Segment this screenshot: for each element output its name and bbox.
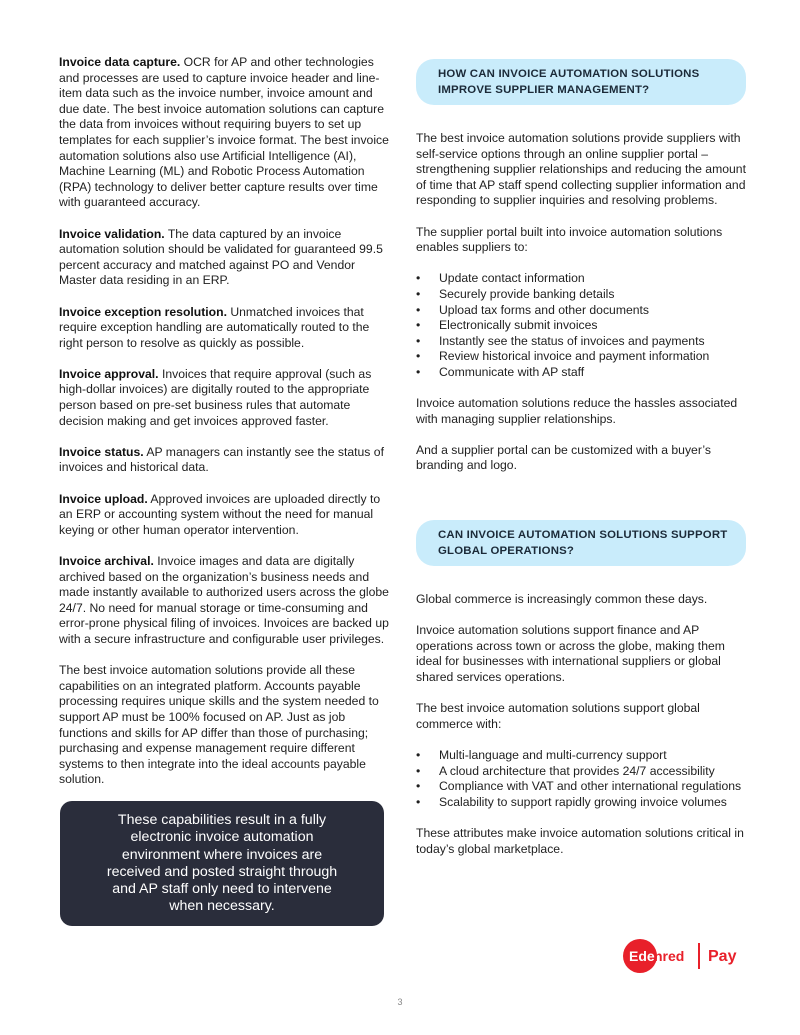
logo-brand-part-1: Ede xyxy=(629,948,655,964)
para-reduce-hassles: Invoice automation solutions reduce the hassles associated with managing supplier relationships. xyxy=(416,396,738,426)
callout-text: These capabilities result in a fully electronic invoice automation environment where invoices are received and posted straight through and AP staff only need to intervene when necessary. xyxy=(106,812,338,915)
list-item xyxy=(416,287,746,303)
bullet-icon: • xyxy=(416,286,421,301)
bullet-icon: • xyxy=(416,333,421,348)
para-portal-enables: The supplier portal built into invoice automation solutions enables suppliers to: xyxy=(416,224,723,255)
logo-divider xyxy=(698,943,700,969)
bullet-icon: • xyxy=(416,779,421,794)
para-invoice-approval xyxy=(59,367,389,429)
bullet-icon: • xyxy=(416,794,421,809)
para-body: Unmatched invoices that require exception handling are automatically routed to the right person to resolve as quickly as possible. xyxy=(59,304,370,350)
bullet-icon: • xyxy=(416,302,421,317)
list-item xyxy=(416,349,746,365)
bullet-icon: • xyxy=(416,318,421,333)
list-item-text: Multi-language and multi-currency support xyxy=(439,748,667,762)
para-invoice-validation xyxy=(59,227,389,289)
para-body: The data captured by an invoice automation solution should be validated for guaranteed 99.5 percent accuracy and matched against PO and Vendor Master data residing in an ERP. xyxy=(59,226,383,288)
list-item xyxy=(416,334,746,350)
para-global-commerce: Global commerce is increasingly common these days. xyxy=(416,592,708,607)
list-item-text: Update contact information xyxy=(439,271,585,286)
para-invoice-data-capture xyxy=(59,55,389,211)
para-invoice-status xyxy=(59,445,389,476)
para-body: AP managers can instantly see the status of invoices and historical data. xyxy=(59,444,384,475)
list-item xyxy=(416,318,746,334)
section-heading-global-operations: CAN INVOICE AUTOMATION SOLUTIONS SUPPORT GLOBAL OPERATIONS? xyxy=(416,520,746,566)
logo-product: Pay xyxy=(708,948,737,965)
right-column xyxy=(416,55,746,873)
para-global-support-with: The best invoice automation solutions support global commerce with: xyxy=(416,701,700,731)
list-item-text: Securely provide banking details xyxy=(439,286,615,301)
list-item-text: Instantly see the status of invoices and payments xyxy=(439,333,705,348)
global-support-list xyxy=(416,748,746,810)
supplier-portal-list xyxy=(416,271,746,380)
para-heading: Invoice status. xyxy=(59,444,144,459)
para-body: OCR for AP and other technologies and processes are used to capture invoice header and line-item data such as the invoice number, invoice amount and due date. The best invoice automation solutions can capture the data from invoices without requiring buyers to set up templates for each supplier’s invoice format. The best invoice automation solutions also use Artificial Intelligence (AI), Machine Learning (ML) and Robotic Process Automation (RPA) technology to deliver better capture results over time with guaranteed accuracy. xyxy=(59,55,389,210)
list-item xyxy=(416,795,746,811)
para-global-support: Invoice automation solutions support finance and AP operations across town or across the globe, making them ideal for businesses with international suppliers or global shared services operations. xyxy=(416,623,725,685)
para-integrated-platform: The best invoice automation solutions provide all these capabilities on an integrated platform. Accounts payable processing requires unique skills and the system needed to support AP must be 100% focused on AP. Just as job functions and skills for AP differ than those of purchasing; purchasing and expense management require different systems to then integrate into the ideal accounts payable solution. xyxy=(59,663,379,787)
para-body: Invoices that require approval (such as high-dollar invoices) are digitally routed to the appropriate person based on pre-set business rules that automate decision making and get invoices approved faster. xyxy=(59,366,372,428)
para-heading: Invoice data capture. xyxy=(59,55,181,69)
list-item xyxy=(416,271,746,287)
para-invoice-archival xyxy=(59,554,389,648)
bullet-icon: • xyxy=(416,349,421,364)
para-heading: Invoice validation. xyxy=(59,226,165,241)
edenred-pay-logo xyxy=(622,938,744,974)
callout-box xyxy=(60,801,384,926)
list-item-text: Compliance with VAT and other international regulations xyxy=(439,779,742,794)
section-heading-supplier-management: HOW CAN INVOICE AUTOMATION SOLUTIONS IMPROVE SUPPLIER MANAGEMENT? xyxy=(416,59,746,105)
list-item xyxy=(416,365,746,381)
bullet-icon: • xyxy=(416,364,421,379)
list-item xyxy=(416,748,746,764)
bullet-icon: • xyxy=(416,748,421,762)
list-item xyxy=(416,779,746,795)
list-item-text: Electronically submit invoices xyxy=(439,318,598,333)
para-invoice-exception-resolution xyxy=(59,305,389,352)
para-heading: Invoice exception resolution. xyxy=(59,304,227,319)
para-heading: Invoice approval. xyxy=(59,366,159,381)
para-supplier-portal-intro: The best invoice automation solutions provide suppliers with self-service options through an online supplier portal – strengthening supplier relationships and reducing the amount of time that AP staff spend collecting supplier information and responding to supplier inquiries and resolving problems. xyxy=(416,131,746,208)
para-portal-branding: And a supplier portal can be customized with a buyer’s branding and logo. xyxy=(416,442,711,473)
left-column xyxy=(59,55,389,804)
para-global-attributes: These attributes make invoice automation solutions critical in today’s global marketplace. xyxy=(416,825,744,856)
bullet-icon: • xyxy=(416,271,421,286)
logo-brand-part-2: nred xyxy=(654,948,685,964)
list-item-text: Review historical invoice and payment information xyxy=(439,349,710,364)
para-heading: Invoice upload. xyxy=(59,491,148,506)
para-body: Invoice images and data are digitally archived based on the organization’s business needs and made instantly available to authorized users across the globe 24/7. No need for manual storage or time-consuming and error-prone physical filing of invoices. Invoices are backed up with a secure infrastructure and configurable user privileges. xyxy=(59,554,389,646)
list-item xyxy=(416,303,746,319)
page-number: 3 xyxy=(397,997,403,1007)
para-invoice-upload xyxy=(59,492,389,539)
bullet-icon: • xyxy=(416,763,421,778)
para-heading: Invoice archival. xyxy=(59,554,154,568)
list-item-text: Scalability to support rapidly growing invoice volumes xyxy=(439,794,727,809)
list-item xyxy=(416,764,746,780)
list-item-text: A cloud architecture that provides 24/7 accessibility xyxy=(439,763,715,778)
list-item-text: Upload tax forms and other documents xyxy=(439,302,650,317)
para-body: Approved invoices are uploaded directly to an ERP or accounting system without the need for manual keying or other human operator intervention. xyxy=(59,491,381,537)
list-item-text: Communicate with AP staff xyxy=(439,364,585,379)
